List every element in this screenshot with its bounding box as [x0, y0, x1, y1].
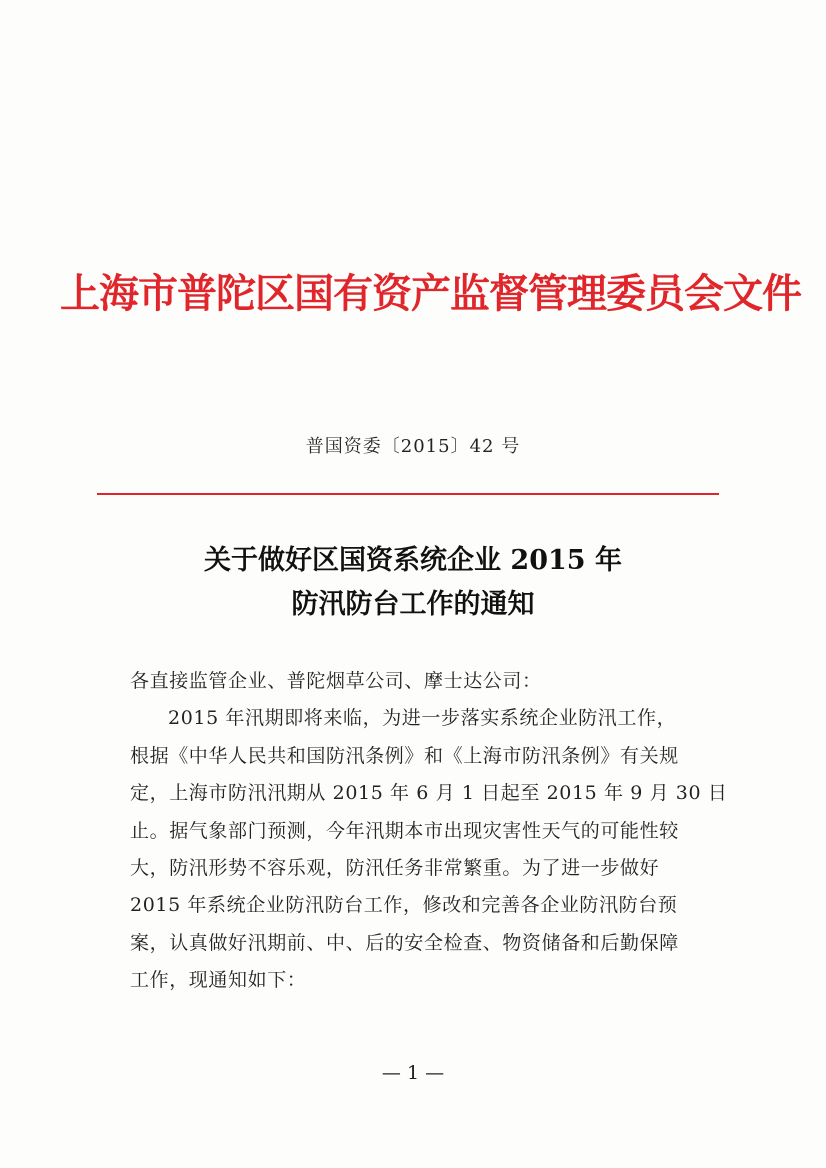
body-line: 2015 年系统企业防汛防台工作，修改和完善各企业防汛防台预	[130, 894, 678, 917]
red-separator-line	[97, 493, 719, 495]
notice-title-line-2: 防汛防台工作的通知	[291, 589, 535, 620]
salutation: 各直接监管企业、普陀烟草公司、摩士达公司：	[130, 670, 542, 692]
issuing-org-title: 上海市普陀区国有资产监督管理委员会文件	[60, 270, 801, 317]
notice-body	[130, 663, 750, 1000]
body-line: 2015 年汛期即将来临，为进一步落实系统企业防汛工作，	[168, 707, 677, 730]
body-line: 工作，现通知如下：	[130, 969, 307, 992]
body-line: 根据《中华人民共和国防汛条例》和《上海市防汛条例》有关规	[130, 744, 679, 767]
notice-title	[0, 539, 826, 627]
notice-title-line-1: 关于做好区国资系统企业 2015 年	[204, 545, 622, 576]
body-line: 定，上海市防汛汛期从 2015 年 6 月 1 日起至 2015 年 9 月 30 日	[130, 782, 728, 805]
body-line: 止。据气象部门预测，今年汛期本市出现灾害性天气的可能性较	[130, 819, 679, 842]
body-line: 案，认真做好汛期前、中、后的安全检查、物资储备和后勤保障	[130, 931, 679, 954]
document-number: 普国资委〔2015〕42 号	[305, 436, 521, 457]
body-line: 大，防汛形势不容乐观，防汛任务非常繁重。为了进一步做好	[130, 856, 660, 879]
page-number: — 1 —	[381, 1062, 445, 1084]
